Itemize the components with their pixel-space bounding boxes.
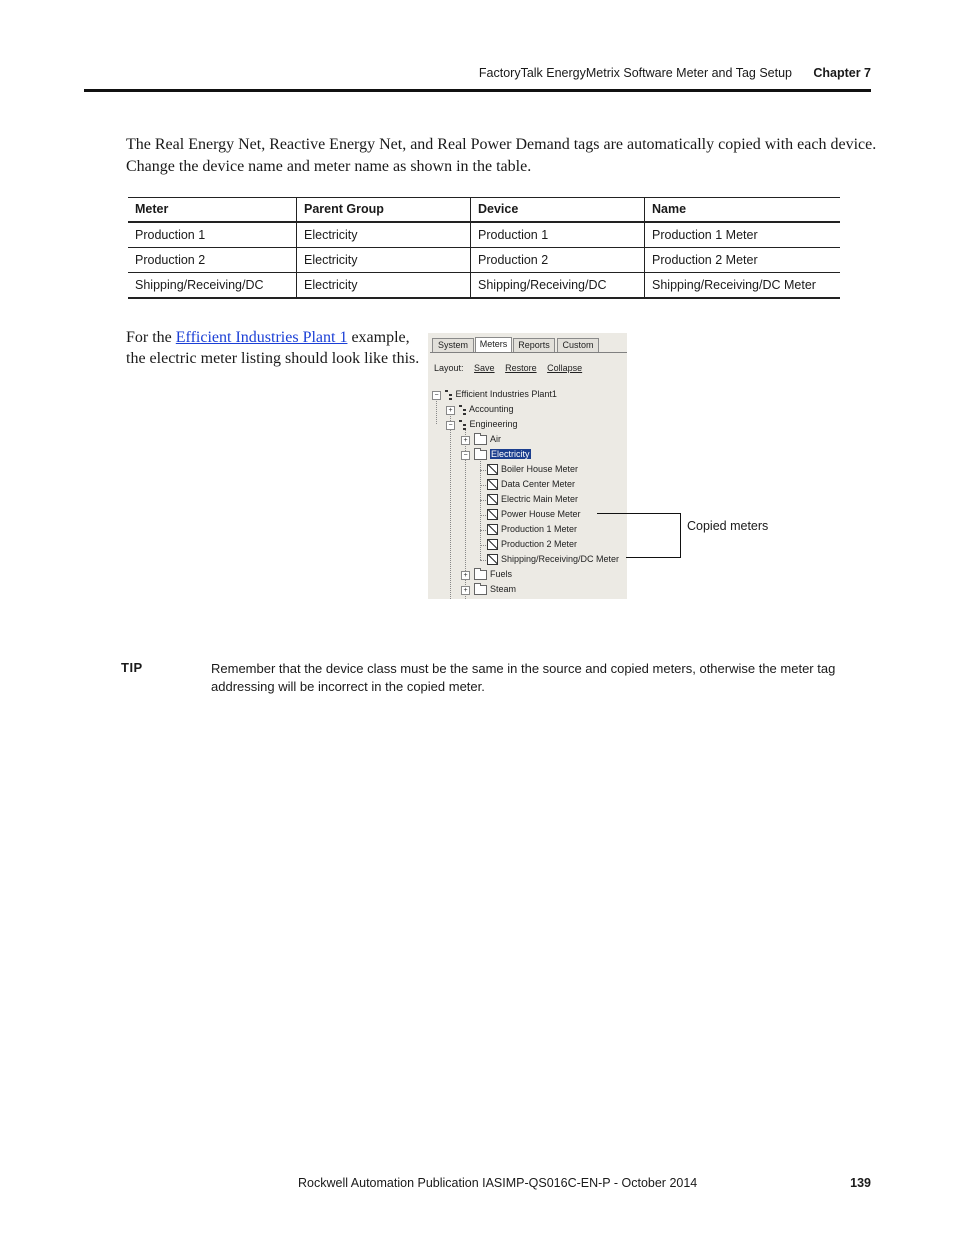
expand-toggle[interactable]: + bbox=[461, 436, 470, 445]
layout-collapse-link[interactable]: Collapse bbox=[547, 363, 583, 373]
tree-label: Production 1 Meter bbox=[501, 524, 578, 534]
tree-label: Steam bbox=[490, 584, 517, 594]
tree-connector bbox=[480, 470, 486, 471]
tree-label: Fuels bbox=[490, 569, 513, 579]
layout-save-link[interactable]: Save bbox=[474, 363, 495, 373]
layout-restore-link[interactable]: Restore bbox=[505, 363, 537, 373]
tree-label: Accounting bbox=[469, 404, 514, 414]
tree-label: Efficient Industries Plant1 bbox=[455, 389, 557, 399]
department-icon bbox=[459, 420, 467, 430]
example-prefix: For the bbox=[126, 329, 176, 346]
tree-meter-item[interactable] bbox=[487, 523, 577, 536]
tree-connector bbox=[480, 515, 486, 516]
tree-connector bbox=[480, 530, 486, 531]
footer-publication: Rockwell Automation Publication IASIMP-QS016C-EN-P - October 2014 bbox=[298, 1176, 698, 1190]
page-number: 139 bbox=[850, 1176, 871, 1190]
tree-label: Air bbox=[490, 434, 501, 444]
tab-meters[interactable]: Meters bbox=[475, 337, 512, 352]
table-row bbox=[128, 248, 840, 273]
example-suffix: example, the electric meter listing should look like this. bbox=[126, 329, 420, 367]
tree-meter-item[interactable] bbox=[487, 478, 575, 491]
table-row bbox=[128, 222, 840, 248]
collapse-toggle[interactable]: − bbox=[461, 451, 470, 460]
tree-node-fuels[interactable] bbox=[474, 568, 512, 581]
open-folder-icon bbox=[474, 450, 487, 460]
tree-connector bbox=[480, 560, 486, 561]
plant-example-link[interactable]: Efficient Industries Plant 1 bbox=[175, 329, 348, 346]
column-header-parent-group: Parent Group bbox=[297, 198, 471, 223]
folder-icon bbox=[474, 435, 487, 445]
example-caption bbox=[126, 327, 426, 369]
layout-label: Layout: bbox=[434, 363, 464, 373]
running-header-title: FactoryTalk EnergyMetrix Software Meter and Tag Setup bbox=[478, 66, 792, 80]
meter-icon bbox=[487, 464, 498, 475]
tree-meter-item[interactable] bbox=[487, 493, 578, 506]
table-header-row bbox=[128, 198, 840, 223]
meter-icon bbox=[487, 494, 498, 505]
callout-bracket-top bbox=[597, 513, 681, 514]
tree-meter-item[interactable] bbox=[487, 553, 619, 566]
tip-label: TIP bbox=[121, 660, 143, 675]
tab-bar bbox=[430, 337, 627, 353]
expand-toggle[interactable]: + bbox=[446, 406, 455, 415]
tree-node-root[interactable] bbox=[445, 388, 557, 401]
table-cell: Production 2 bbox=[128, 248, 297, 273]
table-cell: Production 2 Meter bbox=[645, 248, 841, 273]
running-header-chapter: Chapter 7 bbox=[813, 66, 871, 80]
tree-label: Boiler House Meter bbox=[501, 464, 579, 474]
expand-toggle[interactable]: + bbox=[461, 571, 470, 580]
tree-meter-item[interactable] bbox=[487, 463, 578, 476]
tree-connector bbox=[480, 545, 486, 546]
tree-label: Shipping/Receiving/DC Meter bbox=[501, 554, 620, 564]
tree-connector bbox=[436, 399, 437, 424]
tree-meter-item[interactable] bbox=[487, 538, 577, 551]
tree-label: Engineering bbox=[469, 419, 518, 429]
folder-icon bbox=[474, 570, 487, 580]
tip-text: Remember that the device class must be the same in the source and copied meters, otherwise the meter tag addressing will be incorrect in the copied meter. bbox=[211, 661, 836, 694]
collapse-toggle[interactable]: − bbox=[432, 391, 441, 400]
table-cell: Production 2 bbox=[471, 248, 645, 273]
tree-label-selected: Electricity bbox=[491, 449, 530, 459]
column-header-name: Name bbox=[645, 198, 841, 223]
tree-connector bbox=[480, 500, 486, 501]
table-cell: Shipping/Receiving/DC bbox=[471, 273, 645, 299]
column-header-device: Device bbox=[471, 198, 645, 223]
tab-custom[interactable]: Custom bbox=[557, 338, 599, 352]
meter-table bbox=[128, 197, 840, 299]
tree-meter-item[interactable] bbox=[487, 508, 581, 521]
table-cell: Shipping/Receiving/DC Meter bbox=[645, 273, 841, 299]
table-cell: Electricity bbox=[297, 222, 471, 248]
table-cell: Production 1 bbox=[471, 222, 645, 248]
meter-icon bbox=[487, 479, 498, 490]
callout-bracket-bottom bbox=[626, 557, 681, 558]
expand-toggle[interactable]: + bbox=[461, 586, 470, 595]
callout-label: Copied meters bbox=[687, 519, 769, 533]
tree-connector bbox=[480, 485, 486, 486]
intro-paragraph: The Real Energy Net, Reactive Energy Net, and Real Power Demand tags are automatically copied with each device. Change the device name and meter name as shown in the table. bbox=[126, 136, 877, 175]
tree-label: Production 2 Meter bbox=[501, 539, 578, 549]
tree-label: Electric Main Meter bbox=[501, 494, 579, 504]
table-cell: Electricity bbox=[297, 273, 471, 299]
tab-system[interactable]: System bbox=[432, 338, 474, 352]
meter-icon bbox=[487, 554, 498, 565]
table-cell: Shipping/Receiving/DC bbox=[128, 273, 297, 299]
table-cell: Electricity bbox=[297, 248, 471, 273]
layout-toolbar bbox=[434, 363, 582, 373]
department-icon bbox=[445, 390, 453, 400]
tree-node-engineering[interactable] bbox=[459, 418, 518, 431]
tree-node-steam[interactable] bbox=[474, 583, 516, 596]
department-icon bbox=[459, 405, 467, 415]
collapse-toggle[interactable]: − bbox=[446, 421, 455, 430]
folder-icon bbox=[474, 585, 487, 595]
callout-bracket-side bbox=[680, 513, 681, 558]
tree-node-electricity[interactable] bbox=[474, 448, 531, 461]
meter-tree-panel bbox=[428, 333, 627, 599]
tree-node-air[interactable] bbox=[474, 433, 501, 446]
tree-label: Power House Meter bbox=[501, 509, 581, 519]
table-cell: Production 1 Meter bbox=[645, 222, 841, 248]
header-rule bbox=[84, 89, 871, 92]
tree-label: Data Center Meter bbox=[501, 479, 576, 489]
tree-connector bbox=[450, 413, 451, 599]
column-header-meter: Meter bbox=[128, 198, 297, 223]
table-row bbox=[128, 273, 840, 299]
meter-icon bbox=[487, 524, 498, 535]
tab-reports[interactable]: Reports bbox=[513, 338, 555, 352]
meter-icon bbox=[487, 509, 498, 520]
meter-icon bbox=[487, 539, 498, 550]
tree-node-accounting[interactable] bbox=[459, 403, 514, 416]
table-cell: Production 1 bbox=[128, 222, 297, 248]
